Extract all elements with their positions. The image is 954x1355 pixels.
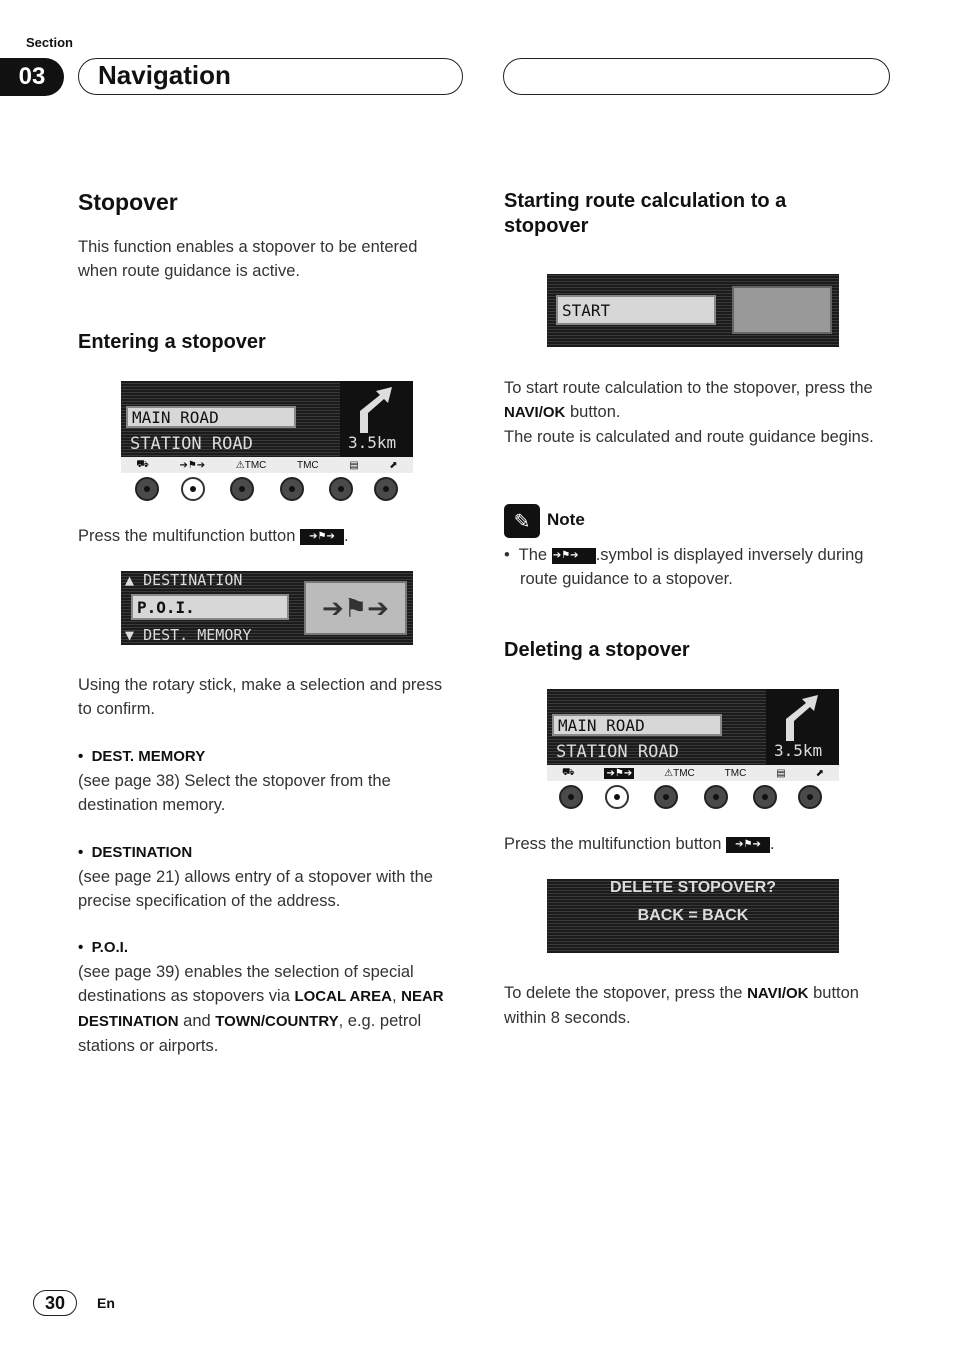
multifunction-button-1[interactable] — [559, 785, 583, 809]
item-dest-memory-head: • DEST. MEMORY — [78, 748, 206, 765]
lcd-station-road: STATION ROAD — [556, 742, 679, 762]
item-destination-head: • DESTINATION — [78, 844, 193, 861]
multifunction-button-5[interactable] — [329, 477, 353, 501]
lcd-start-field: START — [556, 295, 716, 325]
stopover-icon: ➔⚑➔ — [606, 767, 633, 779]
turn-arrow-icon — [340, 381, 413, 437]
lcd-main-road: MAIN ROAD — [126, 406, 296, 428]
lcd-distance: 3.5km — [774, 741, 823, 760]
multifunction-button-6[interactable] — [798, 785, 822, 809]
entering-heading: Entering a stopover — [78, 331, 266, 353]
map-icon: ⬈ — [389, 459, 398, 471]
language-label: En — [97, 1295, 115, 1311]
list-icon: ▤ — [349, 459, 359, 471]
lcd-delete-screen — [547, 879, 839, 953]
item-destination-text: (see page 21) allows entry of a stopover with the precise specification of the address. — [78, 868, 433, 910]
car-icon: ⛟ — [136, 458, 149, 470]
note-pencil-icon: ✎ — [504, 504, 540, 538]
page-number: 30 — [33, 1290, 77, 1316]
note-label: Note — [547, 510, 585, 529]
multifunction-button-6[interactable] — [374, 477, 398, 501]
lcd-selection-screen — [121, 571, 413, 645]
tmc-icon: TMC — [296, 459, 319, 471]
empty-header-frame — [503, 58, 890, 95]
item-poi-text: (see page 39) enables the selection of special destinations as stopovers via LOCAL AREA, NEAR DESTINATION and TOWN/COUNTRY, e.g. petrol stations or airports. — [78, 963, 444, 1055]
tmc-warning-icon: ⚠TMC — [664, 767, 695, 779]
section-label: Section — [26, 35, 73, 50]
lcd-icon-bar — [547, 765, 839, 781]
delete-heading: Deleting a stopover — [504, 639, 690, 661]
stopover-intro: This function enables a stopover to be entered when route guidance is active. — [78, 238, 418, 280]
lcd-back-hint: BACK = BACK — [637, 907, 749, 924]
turn-arrow-icon — [766, 689, 839, 745]
calc-text: To start route calculation to the stopover, press the NAVI/OK button. The route is calculated and route guidance begins. — [504, 379, 874, 446]
lcd-dest-memory: ▼ DEST. MEMORY — [125, 626, 252, 644]
tmc-warning-icon: ⚠TMC — [235, 459, 267, 471]
multifunction-button-5[interactable] — [753, 785, 777, 809]
multifunction-button-3[interactable] — [654, 785, 678, 809]
multifunction-button-3[interactable] — [230, 477, 254, 501]
delete-text: To delete the stopover, press the NAVI/OK button within 8 seconds. — [504, 984, 859, 1027]
calc-heading: Starting route calculation to a stopover — [504, 190, 787, 237]
tmc-icon: TMC — [724, 767, 747, 779]
stopover-icon: ➔⚑➔ — [726, 837, 770, 853]
stopover-icon: ➔⚑➔ — [179, 459, 206, 471]
item-dest-memory-text: (see page 38) Select the stopover from the destination memory. — [78, 772, 391, 814]
lcd-poi-field: P.O.I. — [131, 594, 289, 620]
multifunction-button-2[interactable] — [181, 477, 205, 501]
item-poi-head: • P.O.I. — [78, 939, 129, 956]
lcd-route-screen-2 — [547, 689, 839, 781]
lcd-distance: 3.5km — [348, 433, 397, 452]
section-number: 03 — [0, 58, 64, 96]
stopover-arrow-icon: ➔⚑➔ — [304, 581, 407, 635]
map-icon: ⬈ — [815, 767, 825, 779]
lcd-delete-question: DELETE STOPOVER? — [610, 879, 776, 896]
list-icon: ▤ — [776, 767, 786, 779]
rotary-instruction: Using the rotary stick, make a selection and press to confirm. — [78, 676, 443, 718]
multifunction-button-4[interactable] — [280, 477, 304, 501]
car-icon: ⛟ — [561, 766, 575, 778]
multifunction-button-4[interactable] — [704, 785, 728, 809]
page-title: Navigation — [98, 60, 231, 90]
lcd-route-screen — [121, 381, 413, 473]
stopover-icon: ➔⚑➔ — [552, 548, 596, 564]
stopover-icon: ➔⚑➔ — [300, 529, 344, 545]
stopover-heading: Stopover — [78, 189, 178, 215]
multifunction-button-1[interactable] — [135, 477, 159, 501]
lcd-destination: ▲ DESTINATION — [125, 571, 243, 589]
lcd-station-road: STATION ROAD — [130, 434, 253, 454]
lcd-start-screen — [547, 274, 839, 347]
lcd-main-road: MAIN ROAD — [552, 714, 722, 736]
note-text: • The ➔⚑➔ .symbol is displayed inversely during route guidance to a stopover. — [504, 546, 864, 588]
lcd-icon-bar — [121, 457, 413, 473]
press-instruction-2: Press the multifunction button ➔⚑➔ . — [504, 835, 775, 853]
car-picture-icon — [732, 286, 832, 334]
press-instruction: Press the multifunction button ➔⚑➔ . — [78, 527, 349, 545]
multifunction-button-2[interactable] — [605, 785, 629, 809]
